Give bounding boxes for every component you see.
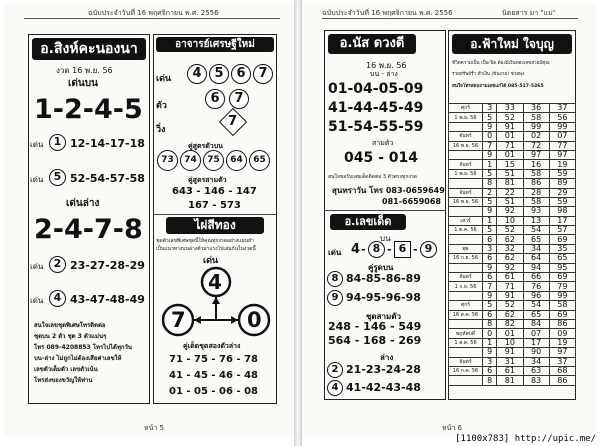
table-row: [449, 273, 576, 282]
table-date-cell: 1 พ.ย. 56: [449, 169, 483, 178]
setthi-pair-label: คู่สูตรตัวบน: [188, 142, 223, 150]
singh-bottom-numbers: 2-4-7-8: [34, 214, 143, 245]
table-number-cell: 31: [497, 357, 523, 366]
table-number-cell: 28: [523, 188, 549, 197]
table-row: [449, 282, 576, 291]
phaisithong-lead-label: เด่น: [203, 256, 219, 266]
table-number-cell: 65: [523, 235, 549, 244]
table-date-cell: 16 ก.ย. 56: [449, 254, 483, 263]
table-date-cell: [449, 291, 483, 300]
table-date-cell: พุธ: [449, 244, 483, 253]
table-number-cell: 54: [523, 226, 549, 235]
table-row: [449, 104, 576, 113]
table-row: [449, 132, 576, 141]
table-row: [449, 254, 576, 263]
lekdet-set: 248 - 146 - 549: [328, 320, 422, 333]
table-number-cell: 96: [523, 291, 549, 300]
table-number-cell: 59: [549, 169, 575, 178]
singh-row-circle: 4: [49, 290, 66, 307]
table-number-cell: 7: [483, 141, 497, 150]
singh-row-value: 23-27-28-29: [70, 259, 145, 272]
table-number-cell: 51: [497, 197, 523, 206]
table-number-cell: 9: [483, 263, 497, 272]
setthi-digit: 5: [209, 64, 229, 84]
table-number-cell: 01: [497, 329, 523, 338]
singh-bottom-label: เด่นล่าง: [66, 198, 100, 209]
table-row: [449, 122, 576, 131]
table-number-cell: 0: [483, 329, 497, 338]
table-number-cell: 22: [497, 188, 523, 197]
nat-three-label: สามตัว: [372, 139, 394, 147]
singh-row-prefix: เด่น: [30, 296, 44, 305]
table-date-cell: ศุกร์: [449, 104, 483, 113]
table-number-cell: 17: [523, 338, 549, 347]
table-number-cell: 37: [549, 104, 575, 113]
singh-date: งวด 16 พ.ย. 56: [56, 66, 113, 75]
table-number-cell: 93: [523, 207, 549, 216]
phaisithong-combo: 01 - 05 - 06 - 08: [169, 386, 259, 397]
table-number-cell: 62: [497, 310, 523, 319]
setthi-pair: 75: [203, 150, 224, 171]
diagram-left-digit: 7: [171, 308, 186, 332]
fahmai-contact-line: ชีวิตความเป็น เป็น-ปิด ต้องมีเงินทองเลขสวยมีคุณ: [452, 61, 550, 66]
table-date-cell: [449, 122, 483, 131]
image-credit: [1100x783] http://upic.me/: [455, 434, 596, 444]
table-number-cell: 69: [549, 310, 575, 319]
right-page-number: หน้า 6: [442, 424, 463, 432]
table-date-cell: 16 พ.ย. 56: [449, 141, 483, 150]
table-number-cell: 5: [483, 113, 497, 122]
table-number-cell: 37: [549, 357, 575, 366]
table-number-cell: 1: [483, 160, 497, 169]
lekdet-row: 41-42-43-48: [346, 381, 421, 394]
lekdet-row: 21-23-24-28: [346, 363, 421, 376]
table-number-cell: 61: [497, 366, 523, 375]
right-page-header: ฉบับประจำวันที่ 16 พฤศจิกายน พ.ศ. 2556: [322, 9, 453, 17]
table-number-cell: 6: [483, 366, 497, 375]
table-date-cell: พฤหัสบดี: [449, 329, 483, 338]
table-number-cell: 66: [523, 273, 549, 282]
table-number-cell: 71: [497, 141, 523, 150]
table-row: [449, 329, 576, 338]
diagram-top-digit: 4: [208, 270, 222, 294]
table-date-cell: จันทร์: [449, 273, 483, 282]
lekdet-set: 564 - 168 - 269: [328, 334, 422, 347]
table-number-cell: 99: [549, 291, 575, 300]
table-number-cell: 95: [549, 263, 575, 272]
table-date-cell: ศุกร์: [449, 301, 483, 310]
setthi-pair: 74: [180, 150, 201, 171]
table-number-cell: 76: [523, 282, 549, 291]
table-number-cell: 3: [483, 244, 497, 253]
table-row: [449, 226, 576, 235]
table-row: [449, 197, 576, 206]
fahmai-results-table: [448, 103, 576, 386]
table-number-cell: 1: [483, 338, 497, 347]
table-number-cell: 90: [523, 348, 549, 357]
table-number-cell: 9: [483, 207, 497, 216]
table-number-cell: 91: [497, 291, 523, 300]
table-number-cell: 65: [523, 310, 549, 319]
table-row: [449, 235, 576, 244]
table-number-cell: 69: [549, 235, 575, 244]
table-number-cell: 91: [497, 122, 523, 131]
table-number-cell: 01: [497, 150, 523, 159]
table-number-cell: 6: [483, 310, 497, 319]
setthi-digit: 4: [187, 64, 207, 84]
table-row: [449, 319, 576, 328]
table-row: [449, 141, 576, 150]
table-number-cell: 8: [483, 319, 497, 328]
lekdet-digit: 8: [368, 241, 385, 258]
table-number-cell: 58: [549, 301, 575, 310]
singh-row-prefix: เด่น: [30, 262, 44, 271]
lekdet-dash: -: [413, 243, 418, 256]
table-row: [449, 310, 576, 319]
table-date-cell: 1 ส.ค. 56: [449, 338, 483, 347]
setthi-digit: 7: [229, 89, 249, 109]
table-row: [449, 113, 576, 122]
setthi-digit: 6: [231, 64, 251, 84]
singh-row-circle: 5: [49, 169, 66, 186]
table-number-cell: 54: [523, 301, 549, 310]
lekdet-pair-label: คู่รูดบน: [368, 263, 394, 272]
table-number-cell: 62: [497, 254, 523, 263]
nat-label: บน - ล่าง: [370, 70, 398, 78]
lekdet-low-label: ล่าง: [380, 353, 394, 362]
nat-date: 16 พ.ย. 56: [366, 61, 407, 70]
table-number-cell: 56: [549, 113, 575, 122]
table-row: [449, 291, 576, 300]
table-number-cell: 86: [549, 319, 575, 328]
section-divider: [324, 210, 446, 211]
singh-row-circle: 1: [49, 134, 66, 151]
fahmai-contact-line: รวยทรัพย์ร่ำ ทำเงิน (ขันงาม) ช่วยพุ่ง: [452, 72, 525, 77]
table-number-cell: 0: [483, 132, 497, 141]
table-number-cell: 89: [549, 179, 575, 188]
table-number-cell: 9: [483, 348, 497, 357]
table-row: [449, 263, 576, 272]
table-row: [449, 357, 576, 366]
table-number-cell: 51: [497, 169, 523, 178]
table-row: [449, 301, 576, 310]
lekdet-digit: 9: [420, 241, 437, 258]
phaisithong-note: เป็นแนวทางบนล่างตัวมาแรงไปเล่นกันในงวดนี้: [156, 246, 256, 252]
table-number-cell: 62: [497, 235, 523, 244]
table-number-cell: 69: [549, 273, 575, 282]
table-row: [449, 188, 576, 197]
setthi-title: อาจารย์เศรษฐีใหม่: [156, 37, 274, 52]
lekdet-lead-label: เด่น: [328, 248, 342, 257]
table-number-cell: 58: [523, 113, 549, 122]
singh-footer-line: โทรส่งของขวัญให้ท่าน: [34, 377, 93, 384]
table-date-cell: [449, 348, 483, 357]
table-date-cell: 16 ก.ค. 56: [449, 366, 483, 375]
table-number-cell: 6: [483, 254, 497, 263]
table-number-cell: 81: [497, 179, 523, 188]
setthi-triple-label: คู่สูตรสามตัว: [188, 176, 227, 184]
table-number-cell: 02: [523, 132, 549, 141]
setthi-triple: 167 - 573: [188, 200, 241, 211]
lekdet-title: อ.เลขเด็ด: [330, 214, 406, 230]
table-number-cell: 5: [483, 197, 497, 206]
table-number-cell: 34: [523, 357, 549, 366]
table-number-cell: 57: [549, 226, 575, 235]
table-number-cell: 15: [497, 160, 523, 169]
table-number-cell: 36: [523, 104, 549, 113]
setthi-second-label: ตัว: [156, 101, 167, 111]
singh-footer-line: บน-ล่าง ไม่ถูกไม่ต้องเสียค่าเลขให้: [34, 355, 122, 362]
singh-footer-line: ชุดบน 2 ตัว ชุด 3 ตัวแม่นๆ: [34, 333, 107, 340]
fahmai-contact-line: สนใจโทรสอบถามเลขแก่ได้ 085-517-5365: [452, 84, 544, 89]
table-number-cell: 92: [497, 207, 523, 216]
table-number-cell: 5: [483, 226, 497, 235]
table-number-cell: 98: [549, 207, 575, 216]
table-date-cell: [449, 376, 483, 385]
table-date-cell: [449, 207, 483, 216]
table-date-cell: [449, 263, 483, 272]
singh-row-value: 52-54-57-58: [70, 172, 145, 185]
singh-row-circle: 2: [49, 256, 66, 273]
table-number-cell: 34: [523, 244, 549, 253]
table-date-cell: จันทร์: [449, 132, 483, 141]
table-date-cell: 16 พ.ย. 56: [449, 197, 483, 206]
table-row: [449, 338, 576, 347]
phaisithong-combo-label: คู่เด็ดชุดสองตัวล่าง: [183, 342, 241, 350]
phaisithong-combo: 41 - 45 - 46 - 48: [169, 370, 259, 381]
table-date-cell: จันทร์: [449, 357, 483, 366]
singh-row-prefix: เด่น: [30, 175, 44, 184]
table-number-cell: 07: [549, 132, 575, 141]
singh-row-value: 12-14-17-18: [70, 137, 145, 150]
setthi-pair: 73: [157, 150, 178, 171]
lekdet-circle: 4: [327, 380, 343, 396]
table-number-cell: 1: [483, 216, 497, 225]
singh-row-prefix: เด่น: [30, 140, 44, 149]
table-row: [449, 244, 576, 253]
nat-contact-line: สุนทราวัน โทร 083-0659649: [332, 186, 445, 195]
table-number-cell: 3: [483, 357, 497, 366]
table-number-cell: 7: [483, 282, 497, 291]
table-number-cell: 32: [497, 244, 523, 253]
setthi-lead-label: เด่น: [156, 74, 172, 84]
nat-contact-line: 081-6659068: [382, 197, 441, 206]
table-number-cell: 19: [549, 160, 575, 169]
table-number-cell: 81: [497, 376, 523, 385]
lekdet-dash: -: [387, 243, 392, 256]
table-date-cell: [449, 150, 483, 159]
setthi-digit: 7: [253, 64, 273, 84]
table-date-cell: 1 ต.ค. 56: [449, 226, 483, 235]
lekdet-row: 84-85-86-89: [346, 272, 421, 285]
table-number-cell: 92: [497, 263, 523, 272]
fahmai-title: อ.ฟ้าใหม่ ใจบุญ: [452, 34, 572, 54]
table-number-cell: 52: [497, 226, 523, 235]
singh-footer-line: เลขตัวเต็มตัว เลขตัวเน้น: [34, 366, 98, 373]
table-date-cell: 1 พ.ย. 56: [449, 113, 483, 122]
table-date-cell: [449, 235, 483, 244]
singh-row-value: 43-47-48-49: [70, 293, 145, 306]
table-number-cell: 10: [497, 338, 523, 347]
table-number-cell: 33: [497, 104, 523, 113]
table-number-cell: 58: [523, 197, 549, 206]
diagram-right-digit: 0: [247, 308, 262, 332]
table-number-cell: 3: [483, 104, 497, 113]
table-number-cell: 97: [549, 348, 575, 357]
table-number-cell: 17: [549, 216, 575, 225]
left-page-number: หน้า 5: [144, 424, 165, 432]
table-date-cell: จันทร์: [449, 188, 483, 197]
table-number-cell: 2: [483, 188, 497, 197]
table-row: [449, 169, 576, 178]
right-page-magazine: นิตยสาร มา "แม่": [502, 9, 556, 17]
table-number-cell: 6: [483, 235, 497, 244]
table-number-cell: 94: [523, 263, 549, 272]
singh-footer-line: สนใจเลขชุดพิเศษโทรติดต่อ: [34, 322, 106, 329]
table-number-cell: 82: [497, 319, 523, 328]
table-row: [449, 150, 576, 159]
table-number-cell: 01: [497, 132, 523, 141]
table-number-cell: 99: [549, 122, 575, 131]
setthi-pair: 64: [226, 150, 247, 171]
table-number-cell: 35: [549, 244, 575, 253]
table-date-cell: เสาร์: [449, 216, 483, 225]
setthi-digit: 6: [205, 89, 225, 109]
table-number-cell: 16: [523, 160, 549, 169]
lekdet-set-label: ชุดสามตัว: [366, 312, 401, 321]
table-number-cell: 52: [497, 113, 523, 122]
singh-footer-line: โทร 089-4208853 โทรไปได้ทุกวัน: [34, 344, 133, 351]
table-date-cell: [449, 319, 483, 328]
table-number-cell: 19: [549, 338, 575, 347]
table-number-cell: 5: [483, 301, 497, 310]
table-number-cell: 97: [523, 150, 549, 159]
lekdet-row: 94-95-96-98: [346, 291, 421, 304]
table-number-cell: 9: [483, 150, 497, 159]
table-row: [449, 216, 576, 225]
table-number-cell: 71: [497, 282, 523, 291]
lekdet-digit: 6: [394, 241, 411, 258]
singh-top-numbers: 1-2-4-5: [34, 94, 143, 125]
setthi-run-label: วิ่ง: [156, 125, 166, 135]
table-number-cell: 91: [497, 348, 523, 357]
header-rule: [322, 18, 578, 19]
nat-three: 045 - 014: [344, 150, 419, 166]
table-number-cell: 61: [497, 273, 523, 282]
table-number-cell: 64: [523, 254, 549, 263]
table-number-cell: 6: [483, 273, 497, 282]
table-row: [449, 376, 576, 385]
section-divider: [153, 214, 277, 215]
table-number-cell: 84: [523, 319, 549, 328]
table-number-cell: 07: [523, 329, 549, 338]
phaisithong-combo: 71 - 75 - 76 - 78: [169, 354, 259, 365]
table-number-cell: 5: [483, 169, 497, 178]
nat-row: 51-54-55-59: [328, 119, 424, 135]
table-number-cell: 79: [549, 282, 575, 291]
table-date-cell: 1 ก.ย. 56: [449, 282, 483, 291]
table-number-cell: 72: [523, 141, 549, 150]
table-number-cell: 83: [523, 376, 549, 385]
table-number-cell: 86: [523, 179, 549, 188]
singh-top-label: เด่นบน: [68, 78, 98, 89]
table-row: [449, 207, 576, 216]
table-number-cell: 29: [549, 188, 575, 197]
nat-contact-line: สนใจขอรับเลขเด็ดติดต่อ 3 ตัวตรงทุกงวด: [328, 174, 417, 180]
table-number-cell: 9: [483, 122, 497, 131]
table-number-cell: 86: [549, 376, 575, 385]
table-number-cell: 99: [523, 122, 549, 131]
lekdet-circle: 2: [327, 362, 343, 378]
header-rule: [24, 18, 280, 19]
setthi-triple: 643 - 146 - 147: [172, 186, 257, 197]
table-row: [449, 179, 576, 188]
table-number-cell: 8: [483, 376, 497, 385]
table-number-cell: 9: [483, 291, 497, 300]
lekdet-digit: 4: [351, 242, 361, 257]
table-number-cell: 59: [549, 197, 575, 206]
table-number-cell: 97: [549, 150, 575, 159]
setthi-pair: 65: [249, 150, 270, 171]
phaisithong-title: ไผ่สีทอง: [166, 217, 264, 234]
table-row: [449, 160, 576, 169]
table-number-cell: 77: [549, 141, 575, 150]
table-number-cell: 68: [549, 366, 575, 375]
table-number-cell: 13: [523, 216, 549, 225]
lekdet-top-label: บน: [380, 234, 391, 243]
singh-title: อ.สิงห์คะนองนา: [32, 38, 146, 60]
table-number-cell: 65: [549, 254, 575, 263]
left-page: [4, 4, 294, 436]
lekdet-circle: 8: [327, 271, 343, 287]
phaisithong-note: ชุดตัวเลขพิเศษชุดนี้ให้คุณทุกงวดอย่างแม่นยำ: [156, 238, 254, 244]
table-number-cell: 8: [483, 179, 497, 188]
nat-title: อ.นัส ดวงดี: [328, 34, 416, 54]
table-number-cell: 58: [523, 169, 549, 178]
table-row: [449, 348, 576, 357]
table-number-cell: 63: [523, 366, 549, 375]
book-gutter: [294, 0, 302, 446]
setthi-run-digit: 7: [228, 114, 238, 129]
nat-row: 01-04-05-09: [328, 81, 424, 97]
lekdet-dash: -: [361, 243, 366, 256]
table-date-cell: 16 ส.ค. 56: [449, 310, 483, 319]
nat-row: 41-44-45-49: [328, 100, 424, 116]
table-number-cell: 10: [497, 216, 523, 225]
table-date-cell: [449, 179, 483, 188]
table-row: [449, 366, 576, 375]
table-date-cell: จันทร์: [449, 160, 483, 169]
lekdet-circle: 9: [327, 290, 343, 306]
table-number-cell: 09: [549, 329, 575, 338]
left-page-header: ฉบับประจำวันที่ 16 พฤศจิกายน พ.ศ. 2556: [88, 9, 219, 17]
table-number-cell: 52: [497, 301, 523, 310]
